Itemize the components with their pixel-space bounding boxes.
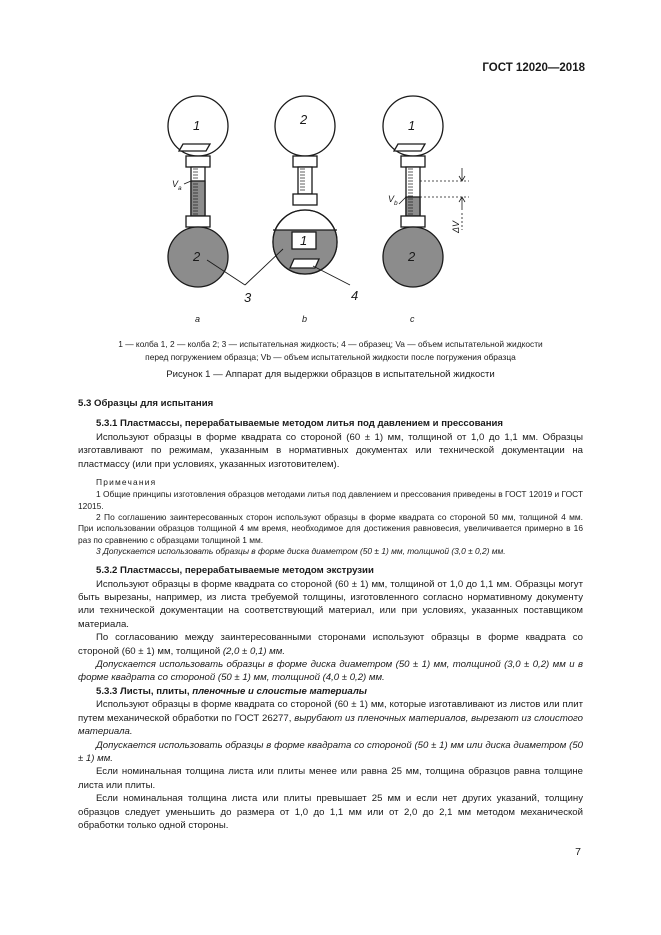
section-title: 5.3 Образцы для испытания — [78, 398, 214, 409]
title-run-italic: пленочные и слоистые материалы — [192, 685, 367, 697]
va-subscript: a — [178, 185, 182, 192]
legend-line-1: 1 — колба 1, 2 — колба 2; 3 — испытательная жидкость; 4 — образец; Va — объем испытательной жидкости — [118, 339, 543, 349]
document-body — [78, 397, 583, 832]
subsection-5-3-2-title: 5.3.2 Пластмассы, перерабатываемые методом экструзии — [96, 565, 374, 577]
paragraph: Допускается использовать образцы в форме диска диаметром (50 ± 1) мм, толщиной (3,0 ± 0,2) мм и в форме квадрата со стороной (50 ± 1) мм, толщиной (4,0 ± 0,2) мм. — [78, 659, 583, 684]
callout-liquid: 3 — [244, 290, 252, 305]
text-run-italic: (2,0 ± 0,1) мм. — [222, 645, 286, 657]
note-3: 3 Допускается использовать образцы в форме диска диаметром (50 ± 1) мм, толщиной (3,0 ± 0,2) мм. — [96, 545, 506, 556]
notes-title: Примечания — [96, 477, 157, 488]
page-number: 7 — [575, 846, 581, 858]
subsection-5-3-1-title: 5.3.1 Пластмассы, перерабатываемые методом литья под давлением и прессования — [96, 418, 503, 430]
label-b-bottom: 1 — [300, 233, 308, 248]
paragraph: Если номинальная толщина листа или плиты превышает 25 мм и если нет других указаний, толщину образцов следует уменьшить до размера от 1,0 до 1,1 мм или от 2,0 до 2,1 мм методом механической обработки только одной стороны. — [78, 793, 583, 831]
subsection-5-3-3-title — [78, 685, 583, 698]
figure-caption: Рисунок 1 — Аппарат для выдержки образцов в испытательной жидкости — [166, 369, 495, 380]
figure-legend — [78, 338, 583, 364]
label-c-top: 1 — [408, 118, 416, 133]
paragraph: Используют образцы в форме квадрата со стороной (60 ± 1) мм, толщиной от 1,0 до 1,1 мм. Образцы могут быть вырезаны, например, из листа требуемой толщины, изготовленного согласно нормативному документу или технической документации на соответствующий материал, или при условиях, указанных поставщиком материала. — [78, 578, 583, 630]
label-c-bottom: 2 — [408, 249, 416, 264]
label-a-bottom: 2 — [193, 249, 201, 264]
delta-v-label: ΔV — [451, 220, 461, 233]
text-run: По согласованию между заинтересованными сторонами используют образцы в форме квадрата со стороной (60 ± 1) мм, толщиной — [78, 632, 583, 657]
apparatus-diagram — [0, 0, 661, 335]
paragraph — [78, 698, 583, 738]
label-a-top: 1 — [193, 118, 201, 133]
panel-label-a: a — [195, 314, 201, 324]
panel-label-b: b — [302, 314, 308, 324]
paragraph: Допускается использовать образцы в форме квадрата со стороной (50 ± 1) мм или диска диаметром (50 ± 1) мм. — [78, 739, 583, 764]
panel-label-c: c — [410, 314, 415, 324]
paragraph: Если номинальная толщина листа или плиты менее или равна 25 мм, толщина образцов равна толщине листа или плиты. — [78, 766, 583, 791]
label-b-top: 2 — [300, 112, 308, 127]
vb-label: V — [388, 194, 395, 204]
callout-sample: 4 — [351, 288, 359, 303]
vb-subscript: b — [394, 200, 398, 207]
paragraph: Используют образцы в форме квадрата со стороной (60 ± 1) мм, толщиной от 1,0 до 1,1 мм. Образцы изготавливают по режимам, указанным в нормативных документах или технической документации на пластмассу (или при условиях, указанных изготовителем). — [78, 431, 583, 470]
note-1: 1 Общие принципы изготовления образцов методами литья под давлением и прессования приведены в ГОСТ 12019 и ГОСТ 12015. — [78, 489, 583, 511]
title-run: 5.3.3 Листы, плиты, — [96, 685, 193, 697]
text-run-italic: вырубают из пленочных материалов, вырезают из слоистого материала. — [78, 712, 583, 738]
apparatus-figure — [0, 0, 661, 335]
document-header: ГОСТ 12020—2018 — [482, 62, 585, 74]
legend-line-2: перед погружением образца; Vb — объем испытательной жидкости после погружения образца — [145, 352, 516, 362]
paragraph — [78, 631, 583, 658]
text-run: Используют образцы в форме квадрата со стороной (60 ± 1) мм, которые изготавливают из листов или плит путем механической обработки по ГОСТ 26277, — [78, 699, 583, 724]
note-2: 2 По соглашению заинтересованных сторон используют образцы в форме квадрата со стороной 50 мм, толщиной 4 мм. При использовании образцов толщиной 4 мм время, необходимое для достижения равновесия, увеличивается примерно в 16 раз по сравнению с образцами толщиной 1 мм. — [78, 512, 583, 545]
va-label: V — [172, 179, 179, 189]
